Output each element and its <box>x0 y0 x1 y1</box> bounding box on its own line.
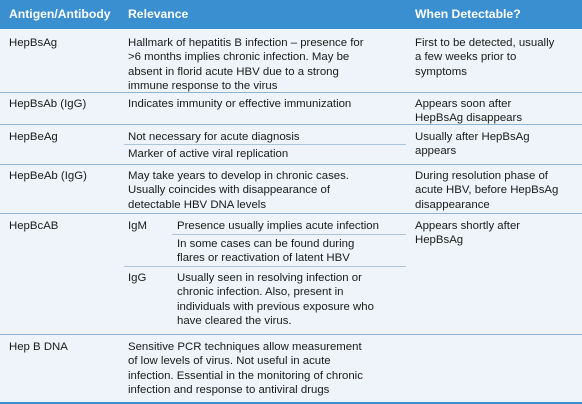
row-divider <box>0 124 582 125</box>
row-hbvdna-antigen: Hep B DNA <box>9 341 68 353</box>
cell-sub-divider <box>172 234 406 235</box>
row-hepbeag-detectable: Usually after HepBsAg appears <box>415 131 530 158</box>
row-hepbeab-antigen: HepBeAb (IgG) <box>9 170 87 182</box>
row-hbvdna-relevance: Sensitive PCR techniques allow measurement of low levels of virus. Not useful in acute infection. Essential in the monitoring of chronic infection and response to antiviral drugs <box>128 341 363 397</box>
row-hepbcab-antigen: HepBcAB <box>9 220 59 232</box>
row-hepbsag-antigen: HepBsAg <box>9 37 58 49</box>
row-hepbsag-relevance: Hallmark of hepatitis B infection – presence for >6 months implies chronic infection. May be absent in florid acute HBV due to a strong immune response to the virus <box>128 37 364 93</box>
row-divider <box>0 213 582 214</box>
header-antigen: Antigen/Antibody <box>9 7 111 21</box>
header-relevance: Relevance <box>128 7 189 21</box>
row-divider <box>0 164 582 165</box>
row-hepbcab-igg: Usually seen in resolving infection or chronic infection. Also, present in individuals with previous exposure who have cleared the virus. <box>177 272 374 328</box>
row-hepbcab-igg-label: IgG <box>128 272 147 284</box>
row-hepbeag-relevance-a: Not necessary for acute diagnosis <box>128 131 300 143</box>
row-hepbeag-antigen: HepBeAg <box>9 131 58 143</box>
cell-sub-divider <box>124 266 406 267</box>
row-divider <box>0 92 582 93</box>
row-hepbcab-igm-label: IgM <box>128 220 147 232</box>
row-hepbsab-antigen: HepBsAb (IgG) <box>9 98 87 110</box>
row-hepbsag-detectable: First to be detected, usually a few weeks prior to symptoms <box>415 37 555 78</box>
row-hepbcab-igm-b: In some cases can be found during flares or reactivation of latent HBV <box>177 238 355 265</box>
header-detectable: When Detectable? <box>415 7 521 21</box>
row-hepbeab-detectable: During resolution phase of acute HBV, before HepBsAg disappearance <box>415 170 559 211</box>
cell-sub-divider <box>124 144 406 145</box>
row-divider <box>0 334 582 335</box>
row-hepbeab-relevance: May take years to develop in chronic cases. Usually coincides with disappearance of detectable HBV DNA levels <box>128 170 349 211</box>
row-hepbsab-detectable: Appears soon after HepBsAg disappears <box>415 98 523 125</box>
row-hepbcab-igm-a: Presence usually implies acute infection <box>177 220 379 232</box>
row-hepbsab-relevance: Indicates immunity or effective immunization <box>128 98 352 110</box>
table-header <box>0 0 582 29</box>
row-hepbcab-detectable: Appears shortly after HepBsAg <box>415 220 521 247</box>
row-hepbeag-relevance-b: Marker of active viral replication <box>128 148 289 160</box>
